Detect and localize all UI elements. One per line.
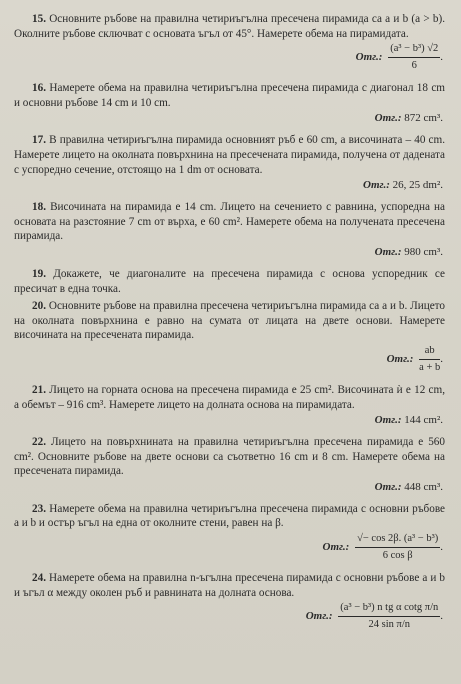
answer-23: Отг.: $\frac{\text{√− cos 2β. (a³ − b³)}}{\text{6 cos β}}$ . [322, 533, 443, 562]
problem-23: 23. Намерете обема на правилна четириъгълна пресечена пирамида с основни ръбове a и b и остър ъгъл на една от околните стени, равен на β. [14, 502, 445, 530]
answer-17: Отг.: 26, 25 dm². [363, 179, 443, 192]
answer-20-fraction: $\frac{ab}{a + b}$ [419, 344, 441, 373]
problem-19: 19. Докажете, че диагоналите на пресечена пирамида с основа успоредник се пресичат в една точка. [14, 267, 445, 295]
answer-21: Отг.: 144 cm². [374, 414, 443, 427]
problem-20: 20. Основните ръбове на правилна пресечена четириъгълна пирамида са a и b. Лицето на околната повърхнина е равно на сумата от лицата на двете основи. Намерете височината на пресечената пирамида. [14, 300, 445, 342]
problem-18: 18. Височината на пирамида е 14 cm. Лицето на сечението с равнина, успоредна на основата на разстояние 7 cm от върха, е 60 cm². Намерете обема на получената пресечена пирамида. [14, 201, 446, 243]
answer-15: Отг.: $\frac{\text{(a³ − b³) √2}}{6}$ . [355, 43, 443, 72]
problem-16: 16. Намерете обема на правилна четириъгълна пресечена пирамида с диагонал 18 cm и основни ръбове 14 cm и 10 cm. [14, 82, 446, 109]
answer-23-fraction: $\frac{\text{√− cos 2β. (a³ − b³)}}{\text{6 cos β}}$ [357, 533, 439, 562]
problem-21: 21. Лицето на горната основа на пресечена пирамида е 25 cm². Височината ѝ е 12 cm, а обемът – 916 cm³. Намерете лицето на долната основа на пирамидата. [14, 383, 446, 411]
answer-22: Отг.: 448 cm³. [374, 480, 443, 493]
answer-24-fraction: $\frac{\text{(a³ − b³) n tg α cotg π/n}}{\text{24 sin π/n}}$ [340, 602, 439, 631]
answer-18: Отг.: 980 cm³. [374, 245, 443, 258]
answer-15-fraction: $\frac{\text{(a³ − b³) √2}}{6}$ [390, 43, 439, 72]
answer-20: Отг.: $\frac{ab}{a + b}$ . [386, 344, 443, 373]
problem-15: 15. Основните ръбове на правилна четириъгълна пресечена пирамида са a и b (a > b). Околните ръбове сключват с основата ъгъл от 45°. Намерете обема на пирамидата. [14, 13, 445, 40]
answer-24: Отг.: $\frac{\text{(a³ − b³) n tg α cotg π/n}}{\text{24 sin π/n}}$ . [305, 602, 443, 631]
answer-16: Отг.: 872 cm³. [374, 112, 443, 125]
problem-22: 22. Лицето на повърхнината на правилна четириъгълна пресечена пирамида е 560 cm². Основните ръбове на двете основи са съответно 16 cm и 8 cm. Намерете обема на пресечената пирамида. [14, 436, 445, 478]
problem-24: 24. Намерете обема на правилна n-ъгълна пресечена пирамида с основни ръбове a и b и ъгъл α между околен ръб и равнината на долната основа. [14, 572, 445, 599]
problem-17: 17. В правилна четириъгълна пирамида основният ръб е 60 cm, а височината – 40 cm. Намерете лицето на околната повърхнина на пресечената пирамида, получена от дадената с успоредно сечение, отстоящо на 1 dm от основата. [14, 134, 446, 176]
